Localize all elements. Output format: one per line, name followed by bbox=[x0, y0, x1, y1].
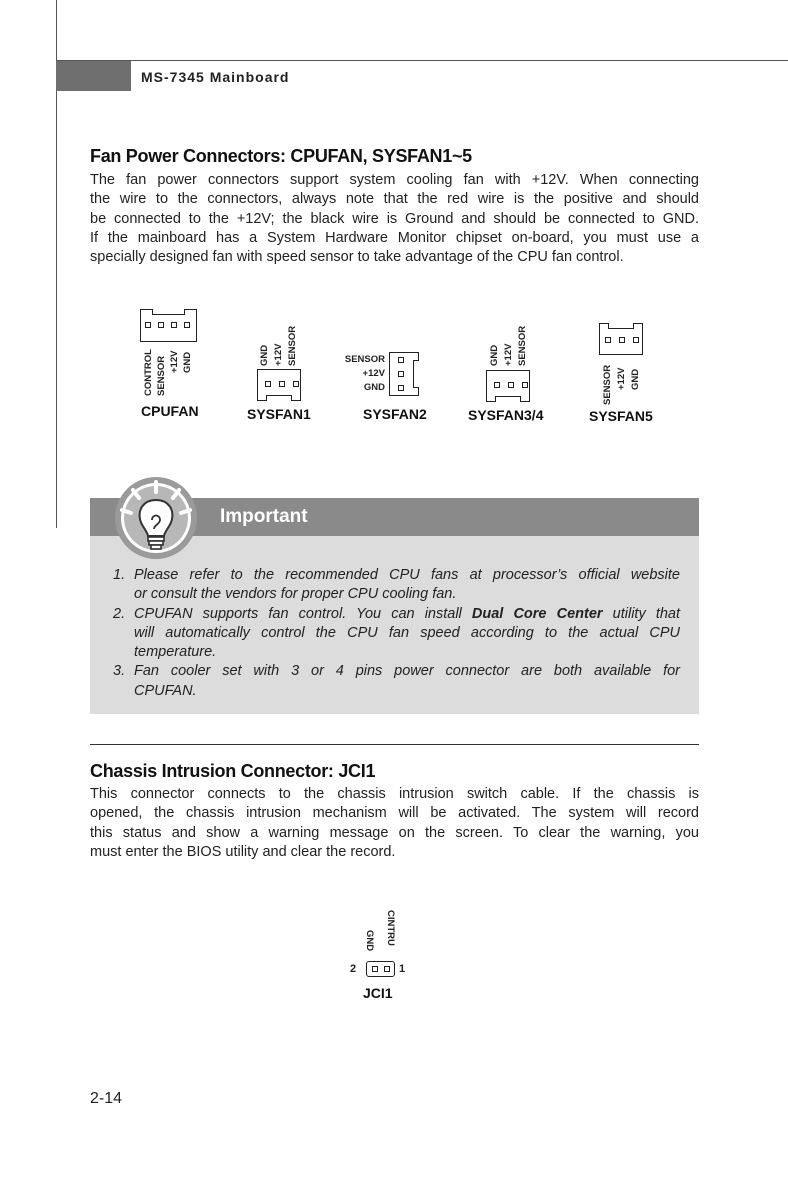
page-number: 2-14 bbox=[90, 1090, 123, 1107]
sysfan34-pin-label: GND bbox=[489, 344, 500, 366]
sysfan2-name: SYSFAN2 bbox=[363, 406, 427, 422]
item-line: CPUFAN. bbox=[134, 682, 197, 699]
sysfan5-pin bbox=[605, 337, 611, 343]
paragraph-line: this status and show a warning message on the screen. To clear the warning, you bbox=[90, 824, 699, 841]
jci1-pin bbox=[384, 966, 390, 972]
jci1-pin-number: 2 bbox=[350, 963, 357, 975]
sysfan1-key bbox=[266, 395, 292, 401]
paragraph-line: If the mainboard has a System Hardware Monitor chipset on-board, you must use a bbox=[90, 229, 699, 246]
item-line: Please refer to the recommended CPU fans at processor’s official website bbox=[134, 567, 680, 583]
item-text: utility that bbox=[602, 605, 681, 622]
item-line: will automatically control the CPU fan speed according to the actual CPU bbox=[134, 624, 680, 641]
sysfan2-pin-label: GND bbox=[363, 382, 385, 393]
cpufan-name: CPUFAN bbox=[141, 403, 199, 419]
sysfan1-pin bbox=[279, 381, 285, 387]
jci1-header bbox=[366, 961, 395, 977]
sysfan34-pin bbox=[508, 382, 514, 388]
item-number: 1. bbox=[113, 567, 126, 583]
sysfan1-pin-label: SENSOR bbox=[287, 325, 298, 366]
header-title: MS-7345 Mainboard bbox=[141, 69, 290, 85]
paragraph-line: specially designed fan with speed sensor to take advantage of the CPU fan control. bbox=[90, 249, 624, 266]
sysfan5-name: SYSFAN5 bbox=[589, 408, 653, 424]
header-tab-block bbox=[56, 61, 131, 91]
cpufan-key bbox=[152, 309, 185, 315]
fan-section-paragraph bbox=[90, 171, 699, 267]
sysfan5-pin-label: SENSOR bbox=[602, 364, 613, 405]
header-rule bbox=[56, 60, 788, 61]
sysfan34-pin-label: +12V bbox=[503, 343, 514, 366]
sysfan34-name: SYSFAN3/4 bbox=[468, 407, 544, 423]
sysfan5-pin bbox=[619, 337, 625, 343]
item-line: or consult the vendors for proper CPU cooling fan. bbox=[134, 586, 457, 603]
jci1-pin-label: GND bbox=[364, 930, 375, 952]
important-title: Important bbox=[220, 506, 308, 527]
cpufan-pin bbox=[171, 322, 177, 328]
chassis-section-paragraph bbox=[90, 785, 699, 862]
item-text: CPUFAN supports fan control. You can install bbox=[134, 605, 472, 622]
chassis-section-heading: Chassis Intrusion Connector: JCI1 bbox=[90, 761, 376, 781]
item-number: 3. bbox=[113, 663, 126, 680]
sysfan2-pin bbox=[398, 385, 404, 391]
sysfan2-pin bbox=[398, 357, 404, 363]
important-item bbox=[113, 605, 680, 663]
paragraph-line: This connector connects to the chassis intrusion switch cable. If the chassis is bbox=[90, 786, 699, 802]
cpufan-pin-label: SENSOR bbox=[156, 355, 167, 396]
important-item bbox=[113, 662, 680, 701]
sysfan2-key bbox=[413, 360, 419, 388]
sysfan2-pin-label: +12V bbox=[362, 368, 385, 379]
sysfan2-pin-label: SENSOR bbox=[344, 354, 385, 365]
sysfan1-pin-label: +12V bbox=[273, 343, 284, 366]
paragraph-line: must enter the BIOS utility and clear the record. bbox=[90, 843, 396, 860]
paragraph-line: The fan power connectors support system cooling fan with +12V. When connecting bbox=[90, 172, 699, 188]
sysfan1-pin-label: GND bbox=[259, 344, 270, 366]
cpufan-pin bbox=[158, 322, 164, 328]
sysfan2-pin bbox=[398, 371, 404, 377]
cpufan-pin-label: +12V bbox=[169, 350, 180, 373]
sysfan5-key bbox=[608, 323, 634, 329]
important-list bbox=[113, 566, 680, 701]
paragraph-line: opened, the chassis intrusion mechanism will be activated. The system will record bbox=[90, 805, 699, 822]
sysfan34-key bbox=[495, 396, 521, 402]
paragraph-line: be connected to the +12V; the black wire is Ground and should be connected to GND. bbox=[90, 210, 699, 227]
sysfan5-pin bbox=[633, 337, 639, 343]
paragraph-line: the wire to the connectors, always note that the red wire is the positive and should bbox=[90, 191, 699, 208]
jci1-pin-label: CINTRU bbox=[385, 910, 396, 946]
sysfan1-pin bbox=[265, 381, 271, 387]
cpufan-pin-label: GND bbox=[182, 351, 193, 373]
sysfan34-pin-label: SENSOR bbox=[517, 325, 528, 366]
item-line: Fan cooler set with 3 or 4 pins power connector are both available for bbox=[134, 663, 680, 680]
sysfan1-name: SYSFAN1 bbox=[247, 406, 311, 422]
utility-name: Dual Core Center bbox=[471, 605, 603, 622]
cpufan-pin bbox=[184, 322, 190, 328]
jci1-pin bbox=[372, 966, 378, 972]
sysfan5-pin-label: +12V bbox=[616, 367, 627, 390]
jci1-pin-number: 1 bbox=[399, 963, 406, 975]
lightbulb-icon bbox=[108, 474, 204, 564]
jci1-name: JCI1 bbox=[363, 985, 393, 1001]
sysfan34-pin bbox=[494, 382, 500, 388]
sysfan1-pin bbox=[293, 381, 299, 387]
important-item bbox=[113, 566, 680, 605]
sysfan34-pin bbox=[522, 382, 528, 388]
sysfan5-pin-label: GND bbox=[630, 368, 641, 390]
section-separator bbox=[90, 744, 699, 745]
fan-section-heading: Fan Power Connectors: CPUFAN, SYSFAN1~5 bbox=[90, 146, 472, 166]
item-line bbox=[134, 605, 680, 624]
item-line: temperature. bbox=[134, 644, 217, 661]
item-number: 2. bbox=[113, 605, 126, 622]
cpufan-pin bbox=[145, 322, 151, 328]
cpufan-pin-label: CONTROL bbox=[143, 349, 154, 396]
